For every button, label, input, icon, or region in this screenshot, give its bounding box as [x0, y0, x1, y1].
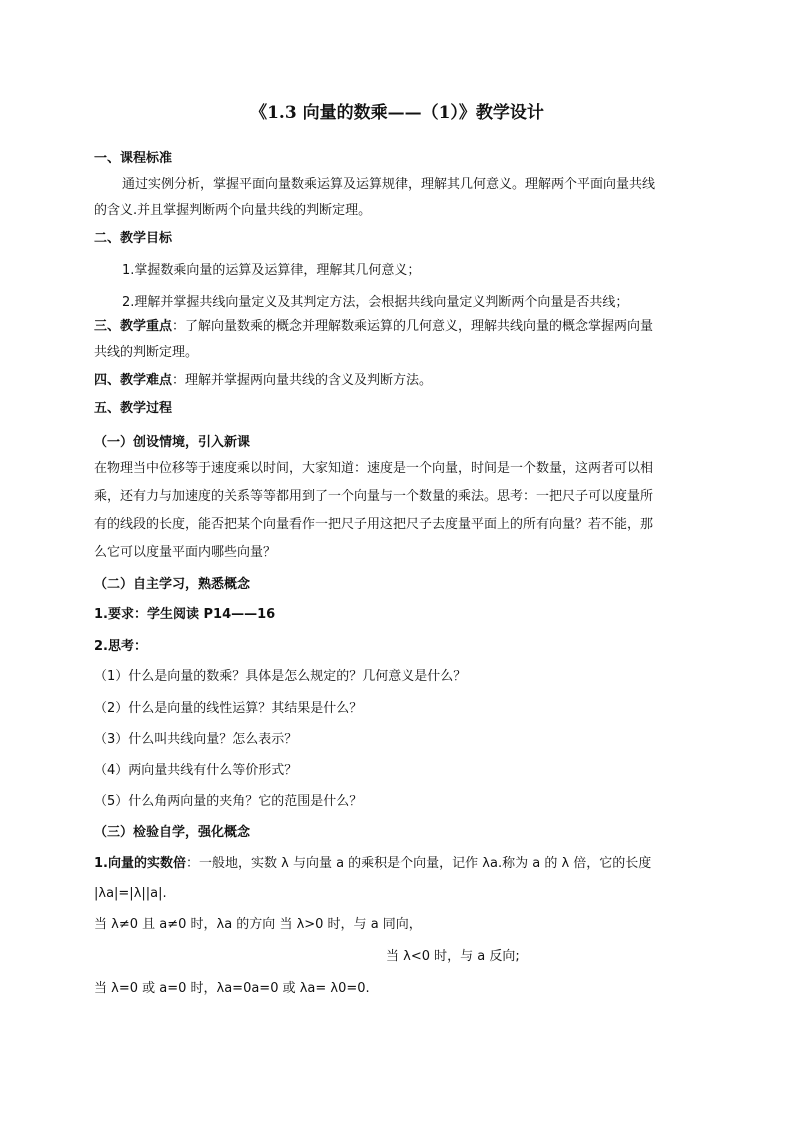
think-label: 2.思考：: [94, 639, 147, 654]
section-3-label: 三、教学重点: [94, 319, 173, 334]
subsection-1-heading: （一）创设情境，引入新课: [94, 435, 251, 450]
document-title: 《1.3 向量的数乘——（1）》教学设计: [250, 103, 544, 123]
question-item: （2）什么是向量的线性运算？其结果是什么？: [94, 701, 363, 716]
intro-paragraph-line-1: 在物理当中位移等于速度乘以时间，大家知道：速度是一个向量，时间是一个数量，这两者可以相: [94, 461, 654, 476]
definition-line: [94, 855, 651, 873]
section-1-heading: 一、课程标准: [94, 151, 173, 166]
question-item: （3）什么叫共线向量？怎么表示？: [94, 732, 298, 747]
section-4-label: 四、教学难点: [94, 373, 173, 388]
question-item: （5）什么角两向量的夹角？它的范围是什么？: [94, 794, 363, 809]
direction-condition-3: 当 λ=0 或 a=0 时，λa=0a=0 或 λa= λ0=0.: [94, 981, 370, 996]
intro-paragraph-line-4: 么它可以度量平面内哪些向量？: [94, 545, 277, 560]
question-item: （1）什么是向量的数乘？具体是怎么规定的？几何意义是什么？: [94, 669, 467, 684]
section-2-heading: 二、教学目标: [94, 231, 173, 246]
section-1-paragraph-line-2: 的含义.并且掌握判断两个向量共线的判断定理。: [94, 203, 372, 218]
requirement-line: 1.要求：学生阅读 P14——16: [94, 607, 276, 622]
intro-paragraph-line-3: 有的线段的长度，能否把某个向量看作一把尺子用这把尺子去度量平面上的所有向量？若不能，那: [94, 517, 654, 532]
intro-paragraph-line-2: 乘，还有力与加速度的关系等等都用到了一个向量与一个数量的乘法。思考：一把尺子可以度量所: [94, 489, 654, 504]
definition-length-formula: |λa|=|λ||a|.: [94, 886, 167, 901]
definition-label: 1.向量的实数倍: [94, 856, 186, 871]
section-5-heading: 五、教学过程: [94, 401, 173, 416]
section-3-line-1: [94, 318, 653, 336]
objective-item-2: 2.理解并掌握共线向量定义及其判定方法，会根据共线向量定义判断两个向量是否共线；: [122, 295, 629, 310]
direction-condition-2: 当 λ<0 时，与 a 反向;: [386, 949, 520, 964]
objective-item-1: 1.掌握数乘向量的运算及运算律，理解其几何意义；: [122, 263, 421, 278]
section-4-line: [94, 372, 432, 390]
section-1-paragraph-line-1: 通过实例分析，掌握平面向量数乘运算及运算规律，理解其几何意义。理解两个平面向量共线: [122, 177, 656, 192]
section-3-text: ：了解向量数乘的概念并理解数乘运算的几何意义，理解共线向量的概念掌握两向量: [172, 319, 654, 334]
section-3-line-2: 共线的判断定理。: [94, 345, 199, 360]
subsection-3-heading: （三）检验自学，强化概念: [94, 825, 251, 840]
section-4-text: ：理解并掌握两向量共线的含义及判断方法。: [172, 373, 433, 388]
definition-text: ：一般地，实数 λ 与向量 a 的乘积是个向量，记作 λa.称为 a 的 λ 倍，它的长度: [185, 856, 652, 871]
subsection-2-heading: （二）自主学习，熟悉概念: [94, 577, 251, 592]
direction-condition-1: 当 λ≠0 且 a≠0 时，λa 的方向 当 λ>0 时，与 a 同向，: [94, 917, 422, 932]
question-item: （4）两向量共线有什么等价形式？: [94, 763, 298, 778]
